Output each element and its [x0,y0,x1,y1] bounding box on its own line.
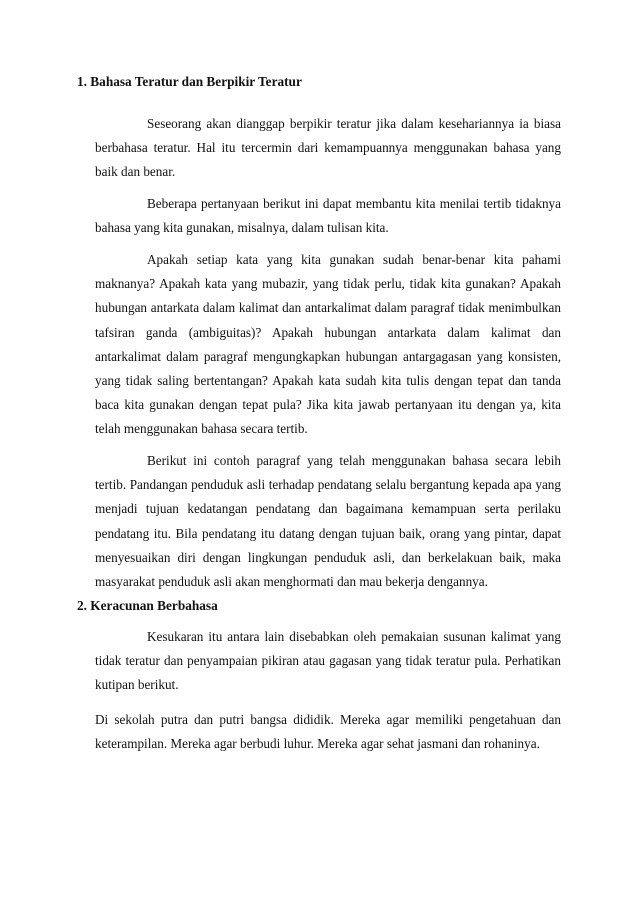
paragraph-1-3: Apakah setiap kata yang kita gunakan sudah benar-benar kita pahami maknanya? Apakah kata yang mubazir, yang tidak perlu, tidak kita gunakan? Apakah hubungan antarkata dalam kalimat dan antarkalimat dalam paragraf tidak menimbulkan tafsiran ganda (ambiguitas)? Apakah hubungan antarkata dalam kalimat dan antarkalimat dalam paragraf mengungkapkan hubungan antargagasan yang konsisten, yang tidak saling bertentangan? Apakah kata sudah kita tulis dengan tepat dan tanda baca kita gunakan dengan tepat pula? Jika kita jawab pertanyaan itu dengan ya, kita telah menggunakan bahasa secara tertib. [95,252,561,437]
paragraph-2-1: Kesukaran itu antara lain disebabkan oleh pemakaian susunan kalimat yang tidak teratur dan penyampaian pikiran atau gagasan yang tidak teratur pula. Perhatikan kutipan berikut. [95,629,561,693]
section-heading-2: 2. Keracunan Berbahasa [77,598,218,613]
paragraph-1-1: Seseorang akan dianggap berpikir teratur jika dalam kesehariannya ia biasa berbahasa teratur. Hal itu tercermin dari kemampuannya menggunakan bahasa yang baik dan benar. [95,116,561,180]
section-heading-1: 1. Bahasa Teratur dan Berpikir Teratur [77,74,302,89]
paragraph-1-2: Beberapa pertanyaan berikut ini dapat membantu kita menilai tertib tidaknya bahasa yang kita gunakan, misalnya, dalam tulisan kita. [95,196,561,236]
quoted-example: Di sekolah putra dan putri bangsa dididik. Mereka agar memiliki pengetahuan dan keterampilan. Mereka agar berbudi luhur. Mereka agar sehat jasmani dan rohaninya. [95,712,561,752]
paragraph-1-4: Berikut ini contoh paragraf yang telah menggunakan bahasa secara lebih tertib. Pandangan penduduk asli terhadap pendatang selalu bergantung kepada apa yang menjadi tujuan kedatangan pendatang dan bagaimana kemampuan serta perilaku pendatang itu. Bila pendatang itu datang dengan tujuan baik, orang yang pintar, dapat menyesuaikan diri dengan lingkungan penduduk asli, dan berkelakuan baik, maka masyarakat penduduk asli akan menghormati dan mau bekerja dengannya. [95,453,561,590]
